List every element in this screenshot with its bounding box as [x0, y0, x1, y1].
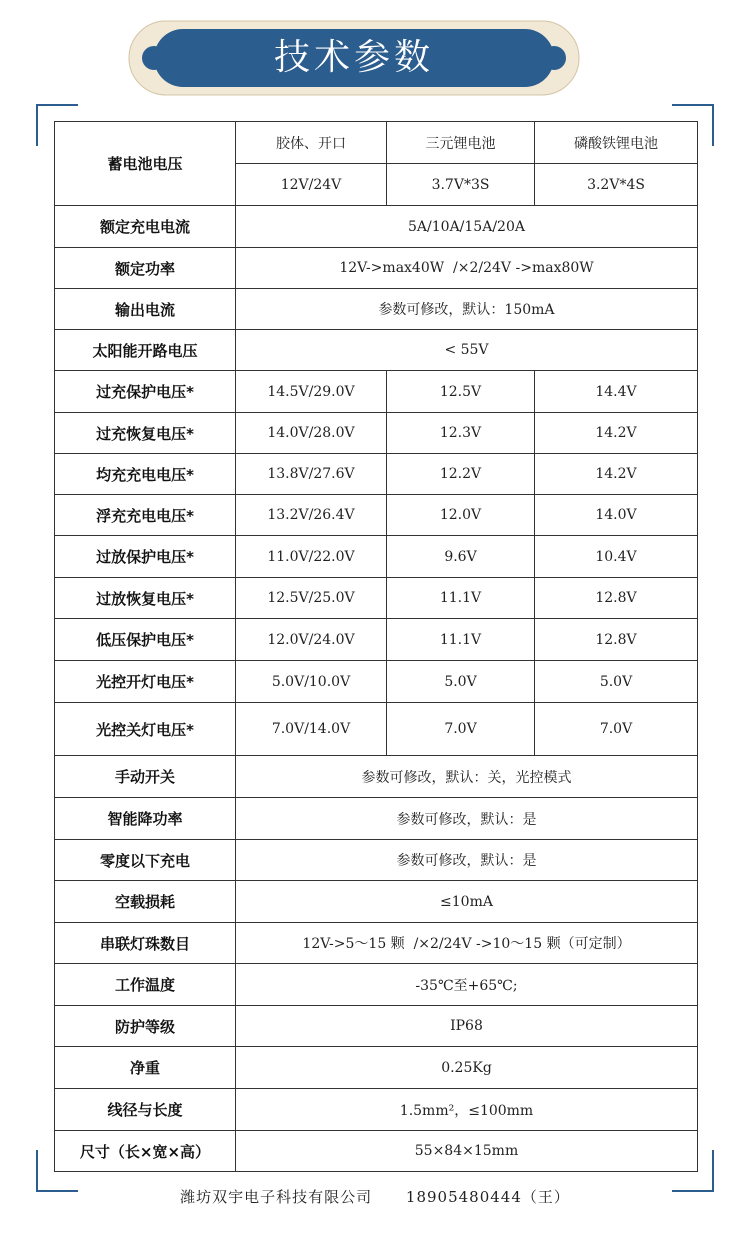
row-value: 参数可修改，默认：关，光控模式 [236, 756, 698, 798]
table-row [55, 122, 698, 164]
row-value: 14.5V/29.0V [236, 371, 387, 413]
row-value: 14.0V/28.0V [236, 413, 387, 454]
row-value: 参数可修改，默认：150mA [236, 289, 698, 330]
row-label: 过充保护电压* [55, 371, 236, 413]
table-row [55, 1089, 698, 1131]
company-name: 潍坊双宇电子科技有限公司 [180, 1188, 373, 1206]
battery-type-ternary: 三元锂电池 [387, 122, 535, 164]
row-value: 参数可修改，默认：是 [236, 840, 698, 881]
row-label: 过放恢复电压* [55, 578, 236, 619]
row-value: 5.0V/10.0V [236, 661, 387, 703]
table-row [55, 495, 698, 536]
row-label: 输出电流 [55, 289, 236, 330]
row-label: 低压保护电压* [55, 619, 236, 661]
row-label: 串联灯珠数目 [55, 923, 236, 964]
row-value: 7.0V/14.0V [236, 703, 387, 756]
row-value: 10.4V [535, 536, 698, 578]
table-row [55, 289, 698, 330]
row-label: 尺寸（长×宽×高） [55, 1131, 236, 1172]
row-label: 均充充电电压* [55, 454, 236, 495]
table-row [55, 536, 698, 578]
row-label: 过充恢复电压* [55, 413, 236, 454]
row-label: 额定功率 [55, 248, 236, 289]
row-value: 1.5mm²，≤100mm [236, 1089, 698, 1131]
table-row [55, 840, 698, 881]
row-label: 线径与长度 [55, 1089, 236, 1131]
row-value: 55×84×15mm [236, 1131, 698, 1172]
row-value: 11.1V [387, 619, 535, 661]
row-label: 净重 [55, 1047, 236, 1089]
spec-table [54, 121, 698, 1172]
row-value: 0.25Kg [236, 1047, 698, 1089]
row-value: 参数可修改，默认：是 [236, 798, 698, 840]
row-value: 12V->5～15 颗 /×2/24V ->10～15 颗（可定制） [236, 923, 698, 964]
table-row [55, 248, 698, 289]
table-row [55, 578, 698, 619]
battery-voltage-label: 蓄电池电压 [55, 122, 236, 206]
row-value: 12.0V [387, 495, 535, 536]
row-label: 过放保护电压* [55, 536, 236, 578]
table-row [55, 661, 698, 703]
row-label: 智能降功率 [55, 798, 236, 840]
row-value: 14.0V [535, 495, 698, 536]
table-row [55, 964, 698, 1006]
table-row [55, 703, 698, 756]
row-label: 工作温度 [55, 964, 236, 1006]
row-label: 浮充充电电压* [55, 495, 236, 536]
row-value: 12.5V/25.0V [236, 578, 387, 619]
table-row [55, 330, 698, 371]
table-row [55, 1006, 698, 1047]
row-value: IP68 [236, 1006, 698, 1047]
battery-type-lifepo4: 磷酸铁锂电池 [535, 122, 698, 164]
table-row [55, 413, 698, 454]
table-row [55, 619, 698, 661]
row-value: 12V->max40W /×2/24V ->max80W [236, 248, 698, 289]
table-row [55, 371, 698, 413]
battery-voltage-lifepo4: 3.2V*4S [535, 164, 698, 206]
row-value: 7.0V [387, 703, 535, 756]
row-value: 13.8V/27.6V [236, 454, 387, 495]
row-value: 12.8V [535, 619, 698, 661]
row-value: ≤10mA [236, 881, 698, 923]
row-value: 13.2V/26.4V [236, 495, 387, 536]
row-value: < 55V [236, 330, 698, 371]
row-value: 12.2V [387, 454, 535, 495]
row-label: 防护等级 [55, 1006, 236, 1047]
row-value: -35℃至+65℃; [236, 964, 698, 1006]
row-label: 手动开关 [55, 756, 236, 798]
row-label: 零度以下充电 [55, 840, 236, 881]
row-label: 光控开灯电压* [55, 661, 236, 703]
row-label: 太阳能开路电压 [55, 330, 236, 371]
row-value: 12.8V [535, 578, 698, 619]
table-row [55, 1131, 698, 1172]
row-value: 5A/10A/15A/20A [236, 206, 698, 248]
row-value: 7.0V [535, 703, 698, 756]
table-row [55, 1047, 698, 1089]
row-value: 9.6V [387, 536, 535, 578]
page-title: 技术参数 [273, 37, 434, 78]
table-row [55, 206, 698, 248]
row-value: 11.1V [387, 578, 535, 619]
footer-contact [0, 1186, 750, 1207]
table-row [55, 881, 698, 923]
battery-voltage-ternary: 3.7V*3S [387, 164, 535, 206]
row-label: 额定充电电流 [55, 206, 236, 248]
row-label: 空载损耗 [55, 881, 236, 923]
row-value: 12.3V [387, 413, 535, 454]
row-value: 14.4V [535, 371, 698, 413]
row-value: 14.2V [535, 413, 698, 454]
battery-type-gel: 胶体、开口 [236, 122, 387, 164]
row-value: 5.0V [387, 661, 535, 703]
title-banner [128, 20, 580, 96]
row-value: 14.2V [535, 454, 698, 495]
table-row [55, 923, 698, 964]
table-row [55, 798, 698, 840]
battery-voltage-gel: 12V/24V [236, 164, 387, 206]
phone-number: 18905480444（王） [405, 1188, 570, 1206]
table-row [55, 756, 698, 798]
row-value: 11.0V/22.0V [236, 536, 387, 578]
row-value: 12.0V/24.0V [236, 619, 387, 661]
row-value: 12.5V [387, 371, 535, 413]
row-value: 5.0V [535, 661, 698, 703]
row-label: 光控关灯电压* [55, 703, 236, 756]
table-row [55, 454, 698, 495]
